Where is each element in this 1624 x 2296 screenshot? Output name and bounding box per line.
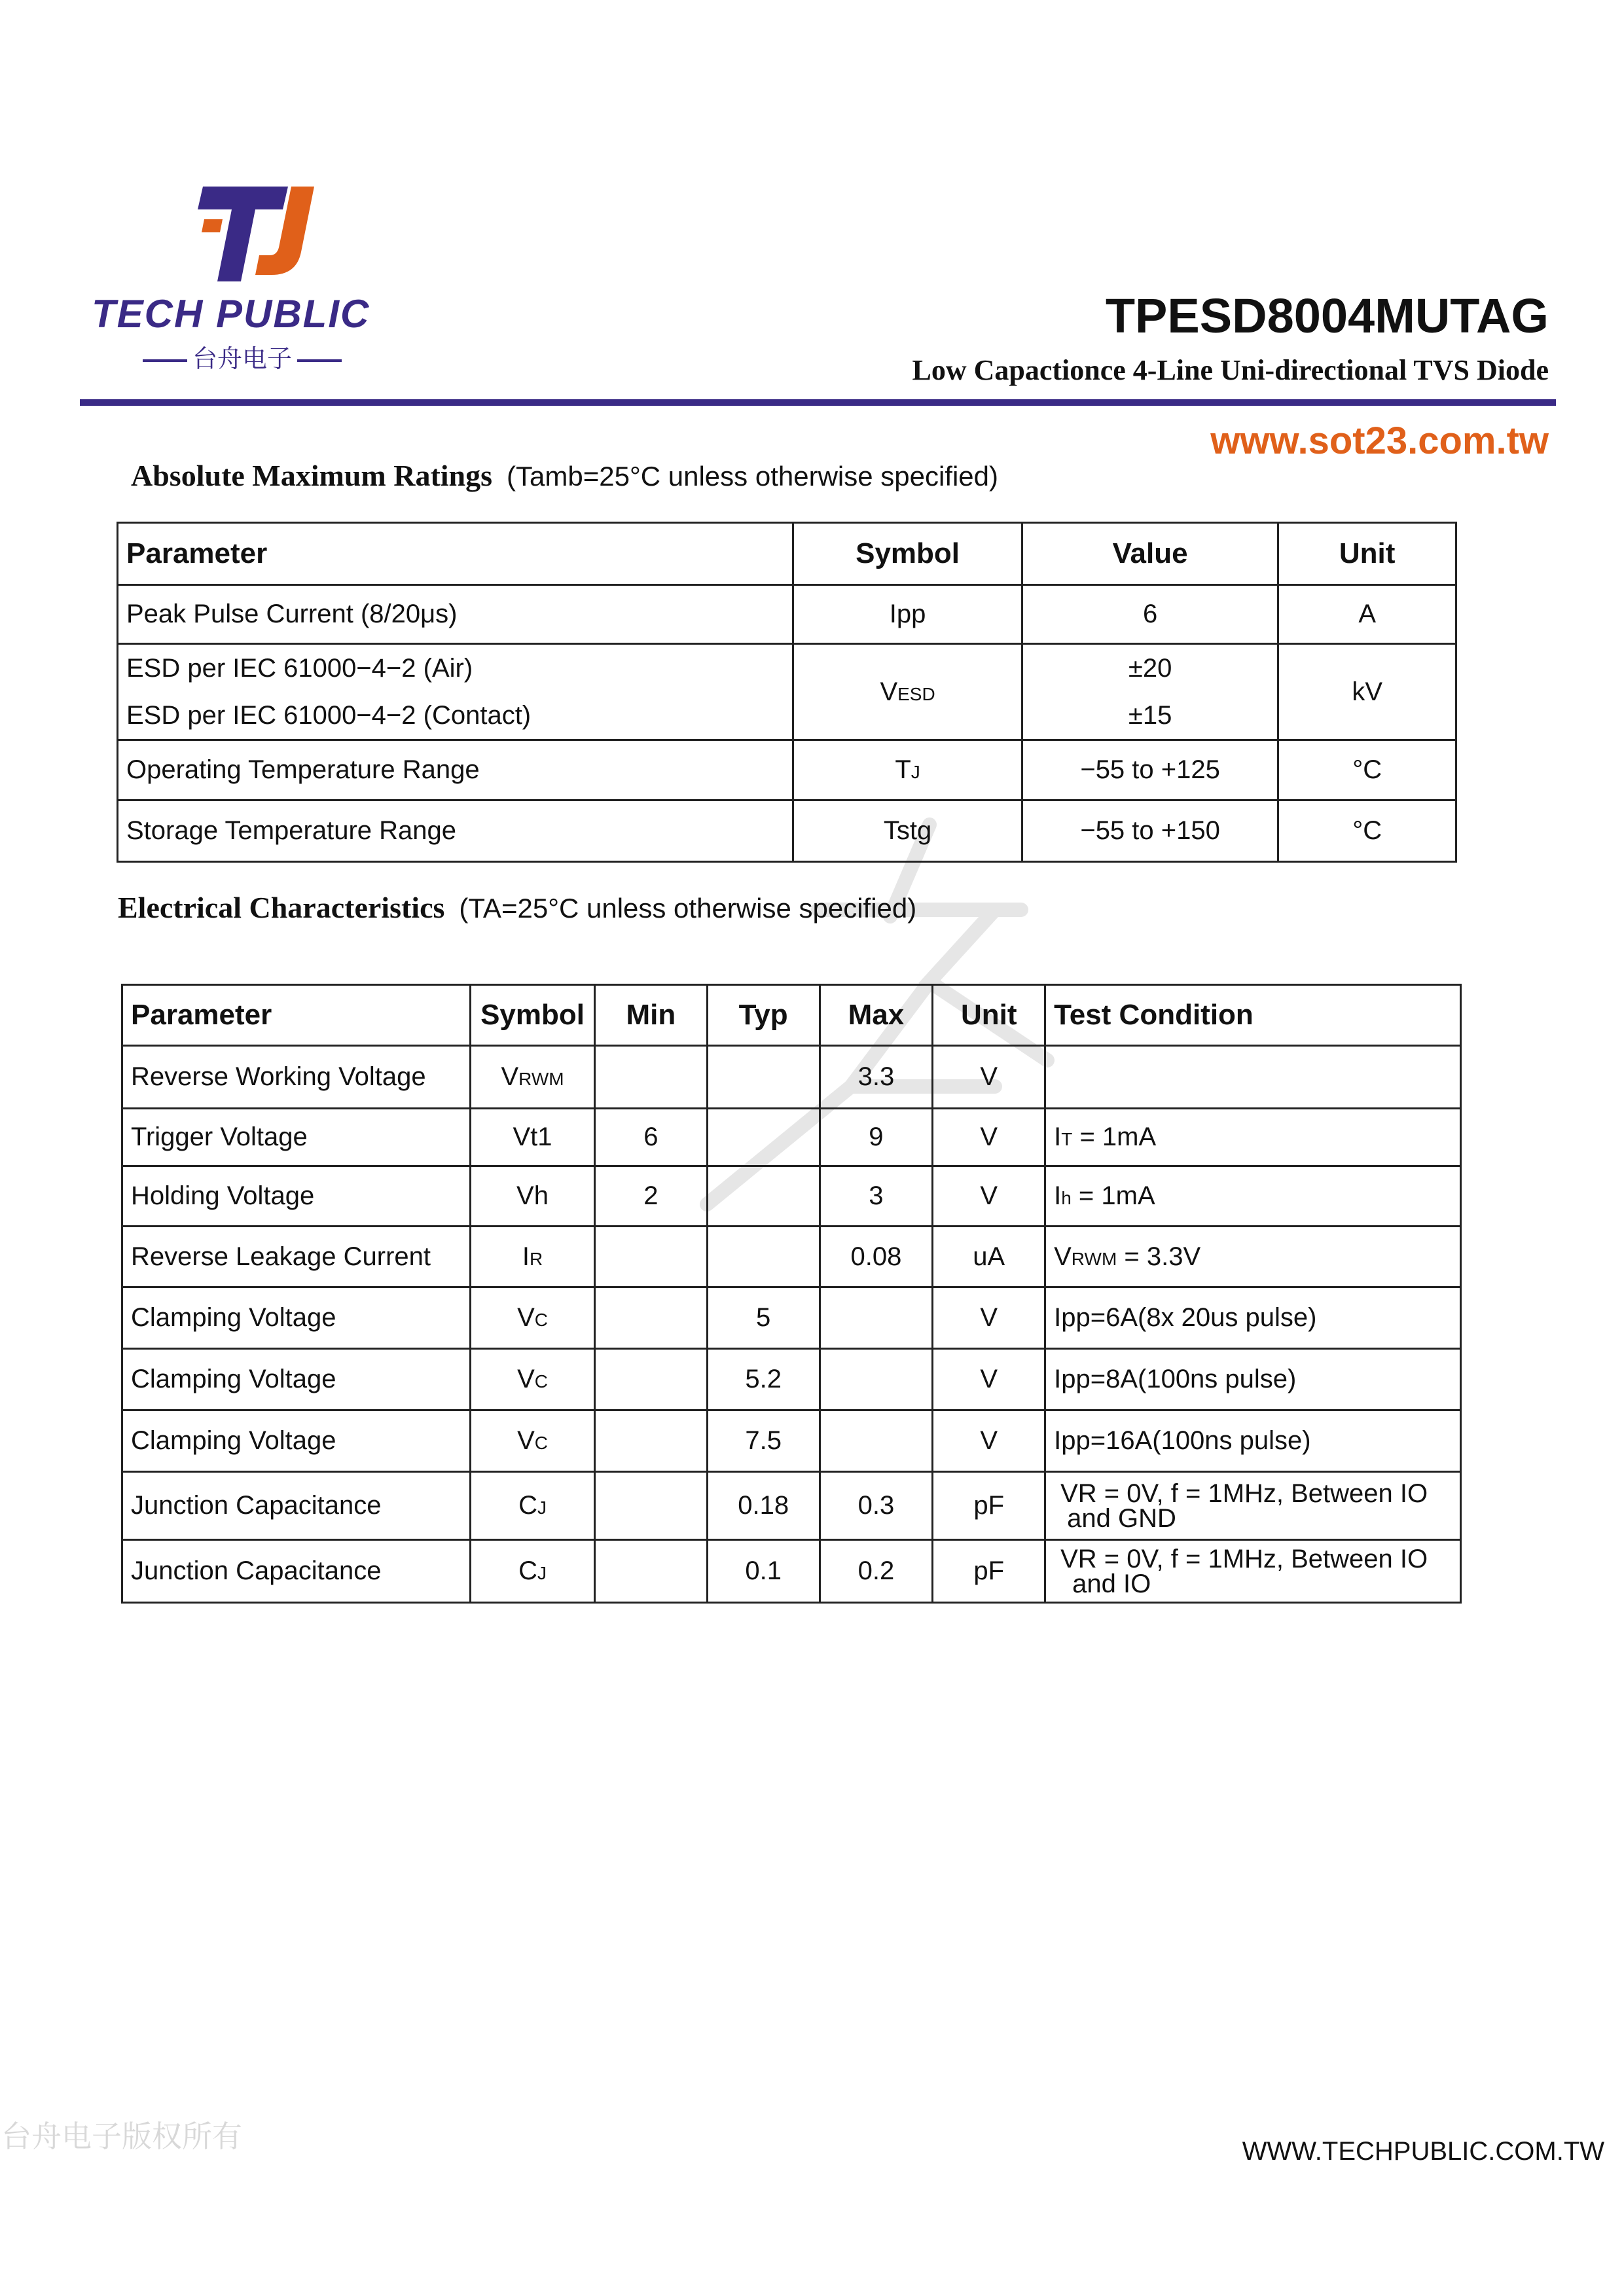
cell-min: 6 [595,1109,708,1166]
tc-line: and GND [1067,1503,1176,1533]
cell-symbol [471,1046,595,1109]
table-row [122,1472,1461,1540]
cell-min [595,1287,708,1349]
cell-symbol [471,1540,595,1603]
abs-max-heading [131,458,998,493]
elec-condition: (TA=25°C unless otherwise specified) [459,893,917,924]
col-header-test-condition: Test Condition [1045,985,1461,1046]
col-header-symbol: Symbol [793,523,1022,585]
cell-unit: V [933,1410,1045,1472]
cell-test-condition [1045,1166,1461,1227]
cell-symbol [471,1109,595,1166]
col-header-parameter: Parameter [122,985,471,1046]
cell-symbol [471,1166,595,1227]
symbol-main: V [517,1426,535,1455]
table-row [122,1166,1461,1227]
cell-value [1022,644,1278,740]
symbol-sub: ESD [897,683,935,704]
tc-sub: RWM [1071,1248,1117,1269]
symbol-main: T [895,755,911,784]
part-number-title: TPESD8004MUTAG [1105,289,1549,343]
symbol-main: C [518,1556,537,1585]
cell-typ: 5.2 [707,1349,820,1410]
cell-min [595,1540,708,1603]
cell-symbol [471,1287,595,1349]
symbol-sub: C [534,1310,548,1330]
symbol-main: C [518,1491,537,1520]
cell-typ: 7.5 [707,1410,820,1472]
cell-min: 2 [595,1166,708,1227]
cell-symbol [471,1472,595,1540]
cell-symbol [471,1227,595,1287]
symbol-sub: RWM [518,1069,564,1089]
cell-min [595,1046,708,1109]
cell-value: −55 to +150 [1022,800,1278,862]
cell-symbol [793,644,1022,740]
cell-parameter: Operating Temperature Range [118,740,793,800]
table-header-row [122,985,1461,1046]
cell-unit: A [1278,585,1456,644]
logo-chinese-name: 台舟电子 [137,338,347,374]
cell-test-condition [1045,1109,1461,1166]
cell-unit: V [933,1349,1045,1410]
cell-parameter: Reverse Working Voltage [122,1046,471,1109]
cell-test-condition: Ipp=6A(8x 20us pulse) [1045,1287,1461,1349]
cell-value: 6 [1022,585,1278,644]
symbol-main: V [517,1303,535,1332]
tc-rest: = 1mA [1071,1181,1155,1210]
symbol-sub: C [534,1433,548,1453]
cell-min [595,1349,708,1410]
tc-main: I [1054,1122,1062,1151]
cell-typ [707,1046,820,1109]
cell-typ [707,1109,820,1166]
footer-url[interactable]: WWW.TECHPUBLIC.COM.TW [1242,2137,1604,2166]
cell-test-condition [1045,1472,1461,1540]
tc-line: VR = 0V, f = 1MHz, Between IO [1060,1479,1428,1508]
cell-unit: kV [1278,644,1456,740]
cell-max: 0.08 [820,1227,933,1287]
footer-copyright: 台舟电子版权所有 [1,2119,242,2154]
cell-parameter: Holding Voltage [122,1166,471,1227]
cell-typ: 0.1 [707,1540,820,1603]
cell-parameter: Storage Temperature Range [118,800,793,862]
cell-parameter: Reverse Leakage Current [122,1227,471,1287]
col-header-symbol: Symbol [471,985,595,1046]
abs-max-condition: (Tamb=25°C unless otherwise specified) [507,461,999,492]
abs-max-table [117,522,1457,863]
part-subtitle: Low Capactionce 4-Line Uni-directional TVS Diode [912,354,1549,386]
param-line: ESD per IEC 61000−4−2 (Air) [126,654,473,683]
col-header-value: Value [1022,523,1278,585]
col-header-max: Max [820,985,933,1046]
cell-symbol [471,1410,595,1472]
cell-symbol [471,1349,595,1410]
cell-typ: 0.18 [707,1472,820,1540]
col-header-unit: Unit [933,985,1045,1046]
cell-parameter: Clamping Voltage [122,1410,471,1472]
table-row [118,800,1456,862]
table-row [118,644,1456,740]
cell-test-condition [1045,1540,1461,1603]
table-row [122,1109,1461,1166]
cell-typ [707,1227,820,1287]
cell-unit: V [933,1046,1045,1109]
symbol-main: V [501,1062,519,1091]
cell-unit: pF [933,1540,1045,1603]
cell-max: 9 [820,1109,933,1166]
cell-unit: V [933,1287,1045,1349]
elec-heading [118,890,916,925]
tc-sub: h [1061,1188,1072,1208]
header-divider [80,399,1556,406]
cell-symbol [793,740,1022,800]
symbol-main: Vt1 [513,1122,552,1151]
cell-parameter: Junction Capacitance [122,1540,471,1603]
cell-max [820,1349,933,1410]
table-row [118,740,1456,800]
cell-max: 0.2 [820,1540,933,1603]
cell-max [820,1410,933,1472]
symbol-main: I [522,1242,530,1271]
col-header-unit: Unit [1278,523,1456,585]
param-line: ESD per IEC 61000−4−2 (Contact) [126,701,532,730]
cell-symbol: Ipp [793,585,1022,644]
cell-parameter: Clamping Voltage [122,1287,471,1349]
cell-typ: 5 [707,1287,820,1349]
cell-parameter: Clamping Voltage [122,1349,471,1410]
cell-max: 3.3 [820,1046,933,1109]
cell-unit: pF [933,1472,1045,1540]
table-row [122,1227,1461,1287]
elec-title: Electrical Characteristics [118,891,445,924]
tc-sub: T [1061,1129,1073,1149]
cell-unit: °C [1278,740,1456,800]
cell-typ [707,1166,820,1227]
cell-min [595,1472,708,1540]
cell-unit: uA [933,1227,1045,1287]
cell-unit: °C [1278,800,1456,862]
elec-table [121,984,1462,1604]
abs-max-title: Absolute Maximum Ratings [131,459,493,492]
cell-parameter: Trigger Voltage [122,1109,471,1166]
cell-test-condition [1045,1227,1461,1287]
symbol-main: Vh [516,1181,549,1210]
cell-max: 0.3 [820,1472,933,1540]
table-row [118,585,1456,644]
table-row [122,1410,1461,1472]
cell-max [820,1287,933,1349]
value-line: ±15 [1128,701,1172,730]
website-link[interactable]: www.sot23.com.tw [1210,420,1549,462]
tc-main: V [1054,1242,1072,1271]
symbol-sub: J [537,1498,547,1518]
symbol-main: V [517,1365,535,1393]
symbol-main: V [880,677,898,706]
cell-test-condition: Ipp=16A(100ns pulse) [1045,1410,1461,1472]
table-row [122,1540,1461,1603]
symbol-sub: J [911,762,920,782]
tc-line: VR = 0V, f = 1MHz, Between IO [1060,1544,1428,1573]
cell-unit: V [933,1166,1045,1227]
col-header-typ: Typ [707,985,820,1046]
cell-symbol: Tstg [793,800,1022,862]
col-header-parameter: Parameter [118,523,793,585]
cell-max: 3 [820,1166,933,1227]
table-row [122,1349,1461,1410]
logo-wordmark: TECH PUBLIC [92,292,370,336]
value-line: ±20 [1128,654,1172,683]
cell-parameter [118,644,793,740]
cell-parameter: Peak Pulse Current (8/20μs) [118,585,793,644]
table-header-row [118,523,1456,585]
tc-line: and IO [1072,1569,1151,1598]
col-header-min: Min [595,985,708,1046]
symbol-sub: R [529,1248,543,1269]
cell-min [595,1227,708,1287]
cell-unit: V [933,1109,1045,1166]
tc-rest: = 1mA [1072,1122,1157,1151]
cell-test-condition [1045,1046,1461,1109]
tc-main: I [1054,1181,1062,1210]
cell-test-condition: Ipp=8A(100ns pulse) [1045,1349,1461,1410]
cell-value: −55 to +125 [1022,740,1278,800]
table-row [122,1287,1461,1349]
symbol-sub: C [534,1371,548,1391]
cell-parameter: Junction Capacitance [122,1472,471,1540]
symbol-sub: J [537,1563,547,1583]
tc-rest: = 3.3V [1117,1242,1201,1271]
cell-min [595,1410,708,1472]
table-row [122,1046,1461,1109]
